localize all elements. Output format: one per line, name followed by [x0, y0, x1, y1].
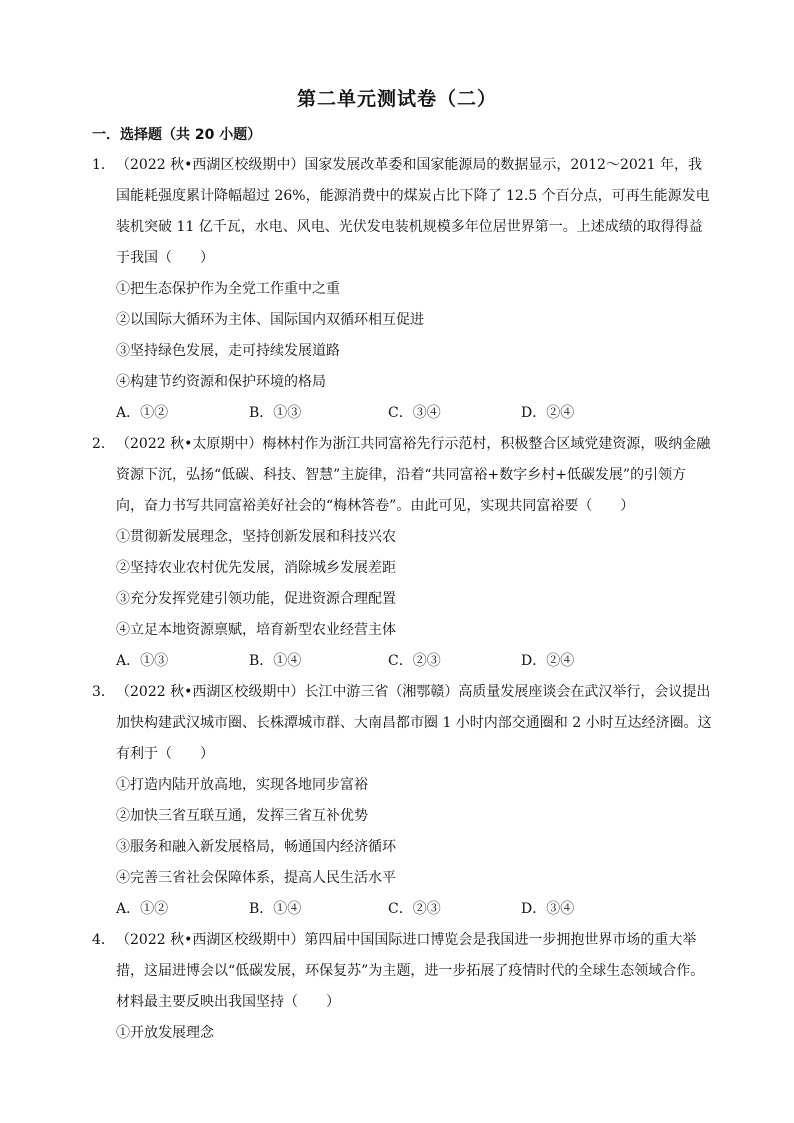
question-stem	[92, 677, 712, 770]
question-4	[92, 925, 712, 1049]
choice-c[interactable]: C．②③	[388, 653, 441, 669]
question-3	[92, 677, 712, 925]
choice-a[interactable]: A．①②	[116, 901, 169, 917]
question-number: 3．	[92, 684, 115, 700]
answer-choices	[92, 894, 712, 925]
statement-option: ④立足本地资源禀赋，培育新型农业经营主体	[116, 622, 396, 638]
choice-a[interactable]: A．①②	[116, 405, 169, 421]
question-text: （2022 秋•西湖区校级期中）第四届中国国际进口博览会是我国进一步拥抱世界市场的重大举措，这届进博会以“低碳发展，环保复苏”为主题，进一步拓展了疫情时代的全球生态领域合作。材料最主要反映出我国坚持（ ）	[116, 932, 705, 1010]
question-stem	[92, 429, 712, 522]
question-text: （2022 秋•西湖区校级期中）国家发展改革委和国家能源局的数据显示，2012～2021 年，我国能耗强度累计降幅超过 26%，能源消费中的煤炭占比下降了 12.5 个百分点，可再生能源发电装机突破 11 亿千瓦，水电、风电、光伏发电装机规模多年位居世界第一。上述成绩的取得得益于我国（ ）	[116, 157, 710, 266]
statement-option: ③充分发挥党建引领功能，促进资源合理配置	[116, 591, 396, 607]
question-stem	[92, 925, 712, 1018]
choice-d[interactable]: D．③④	[521, 901, 575, 917]
answer-choices	[92, 646, 712, 677]
choice-c[interactable]: C．③④	[388, 405, 441, 421]
statement-option: ①贯彻新发展理念，坚持创新发展和科技兴农	[116, 529, 396, 545]
choice-d[interactable]: D．②④	[521, 653, 575, 669]
statement-option: ③服务和融入新发展格局，畅通国内经济循环	[116, 839, 396, 855]
statement-option: ④构建节约资源和保护环境的格局	[116, 374, 326, 390]
question-text: （2022 秋•西湖区校级期中）长江中游三省（湘鄂赣）高质量发展座谈会在武汉举行，会议提出加快构建武汉城市圈、长株潭城市群、大南昌都市圈 1 小时内部交通圈和 2 小时互达经济圈。这有利于（ ）	[116, 684, 712, 762]
answer-choices	[92, 398, 712, 429]
statement-option: ②以国际大循环为主体、国际国内双循环相互促进	[116, 312, 424, 328]
section-heading: 一．选择题（共 20 小题）	[92, 127, 262, 143]
question-2	[92, 429, 712, 677]
question-number: 2．	[92, 436, 115, 452]
question-list	[92, 150, 712, 1049]
choice-c[interactable]: C．②③	[388, 901, 441, 917]
question-1	[92, 150, 712, 429]
question-number: 4．	[92, 932, 115, 948]
statement-option: ①把生态保护作为全党工作重中之重	[116, 281, 340, 297]
choice-b[interactable]: B．①④	[249, 901, 302, 917]
statement-option: ③坚持绿色发展，走可持续发展道路	[116, 343, 340, 359]
question-number: 1．	[92, 157, 115, 173]
choice-b[interactable]: B．①③	[249, 405, 302, 421]
question-text: （2022 秋•太原期中）梅林村作为浙江共同富裕先行示范村，积极整合区域党建资源，吸纳金融资源下沉，弘扬“低碳、科技、智慧”主旋律，沿着“共同富裕+数字乡村+低碳发展”的引领方向，奋力书写共同富裕美好社会的“梅林答卷”。由此可见，实现共同富裕要（ ）	[116, 436, 711, 514]
statement-option: ①打造内陆开放高地，实现各地同步富裕	[116, 777, 368, 793]
statement-option: ②加快三省互联互通，发挥三省互补优势	[116, 808, 368, 824]
page-title: 第二单元测试卷（二）	[296, 88, 497, 110]
statement-option: ①开放发展理念	[116, 1025, 214, 1041]
choice-a[interactable]: A．①③	[116, 653, 169, 669]
statement-option: ④完善三省社会保障体系，提高人民生活水平	[116, 870, 396, 886]
question-stem	[92, 150, 712, 274]
choice-b[interactable]: B．①④	[249, 653, 302, 669]
choice-d[interactable]: D．②④	[521, 405, 575, 421]
statement-option: ②坚持农业农村优先发展，消除城乡发展差距	[116, 560, 396, 576]
